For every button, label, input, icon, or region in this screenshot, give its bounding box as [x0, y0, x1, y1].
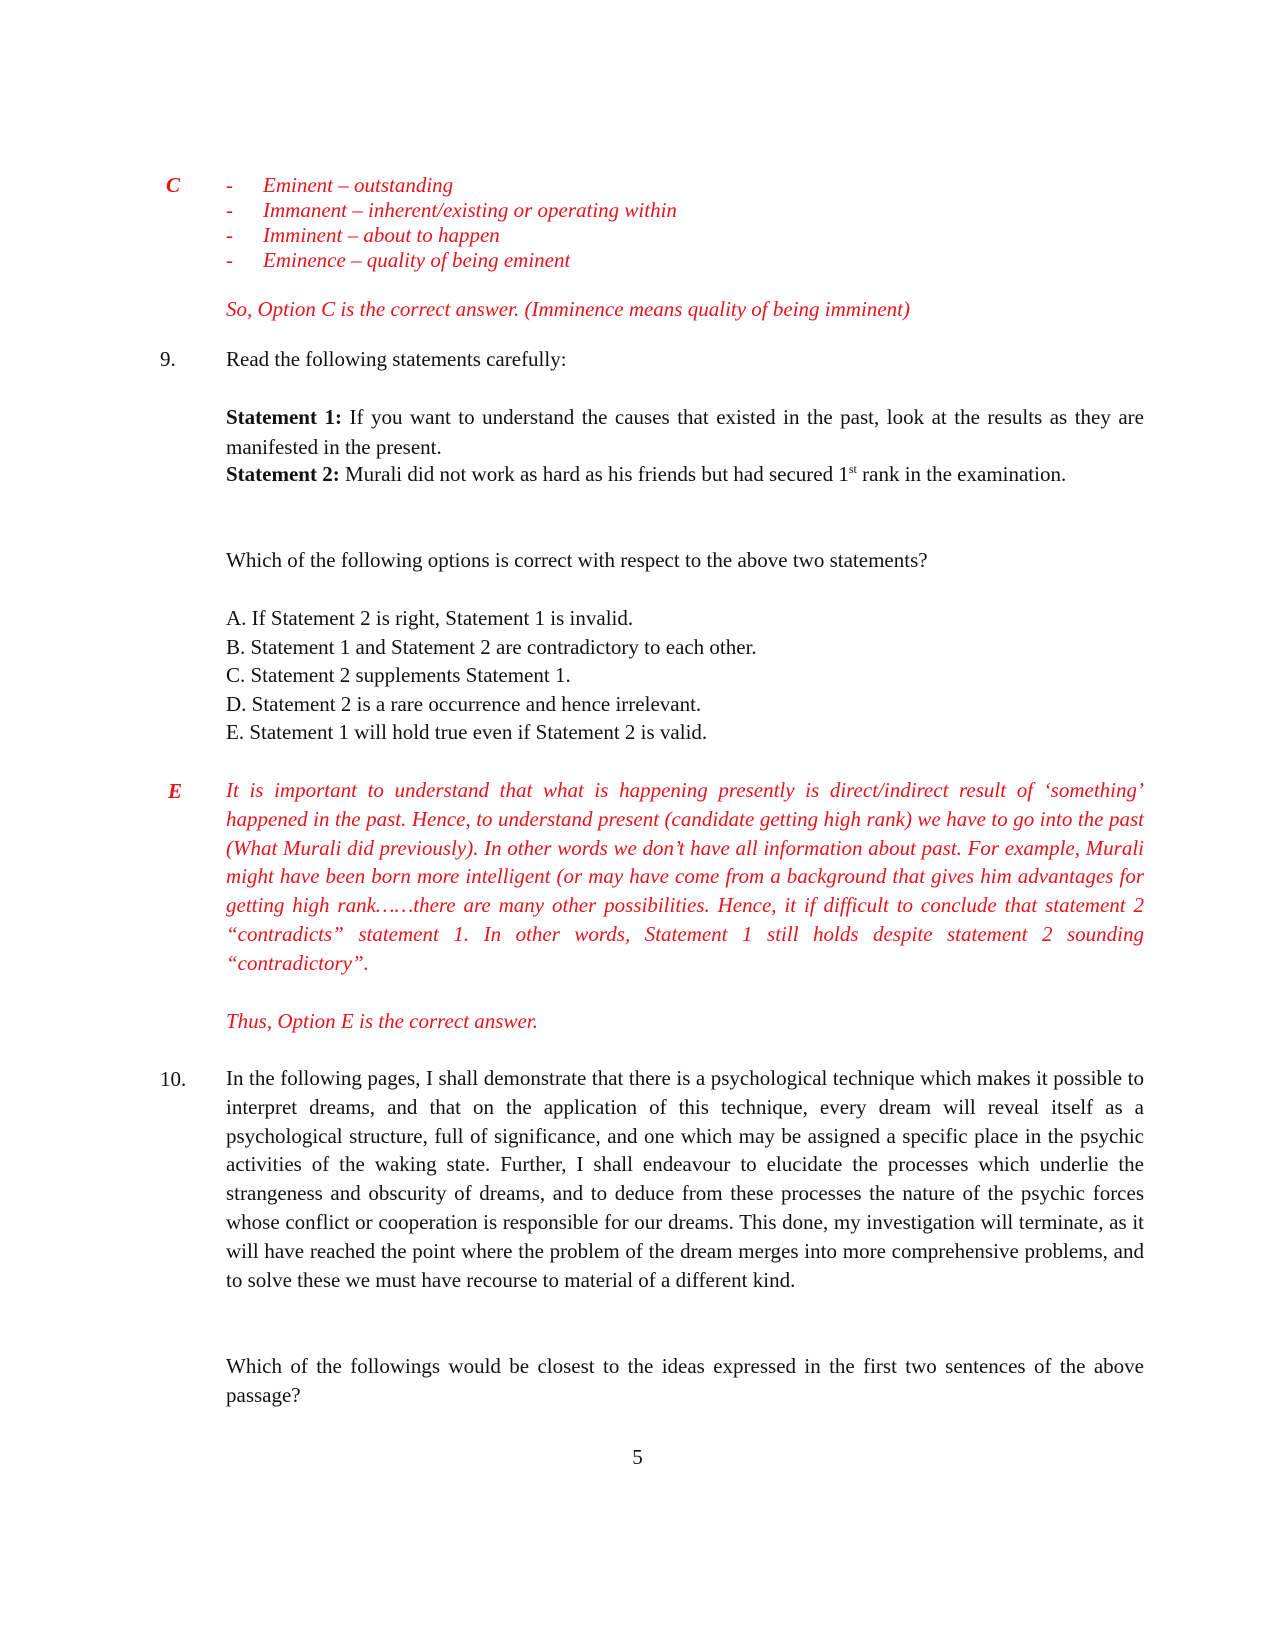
q9-option-b: B. Statement 1 and Statement 2 are contradictory to each other. [226, 635, 757, 659]
definition-dash: - [226, 223, 233, 247]
q9-option-d: D. Statement 2 is a rare occurrence and hence irrelevant. [226, 692, 702, 716]
page-number: 5 [632, 1445, 643, 1469]
q9-option-a: A. If Statement 2 is right, Statement 1 is invalid. [226, 606, 634, 630]
q10-passage: In the following pages, I shall demonstrate that there is a psychological technique which makes it possible to interpret dreams, and that on the application of this technique, every dream will reveal itself as a psychological structure, full of significance, and one which may be assigned a specific place in the psychic activities of the waking state. Further, I shall endeavour to elucidate the processes which underlie the strangeness and obscurity of dreams, and to deduce from these processes the nature of the psychic forces whose conflict or cooperation is responsible for our dreams. This done, my investigation will terminate, as it will have reached the point where the problem of the dream merges into more comprehensive problems, and to solve these we must have recourse to material of a different kind. [226, 1066, 1144, 1292]
statement-2-label: Statement 2: [226, 462, 340, 486]
definition-line: Eminence – quality of being eminent [263, 248, 571, 272]
answer-letter-q9: E [168, 779, 183, 803]
q9-prompt: Read the following statements carefully: [226, 347, 567, 371]
question-number-10: 10. [160, 1067, 187, 1091]
q9-statement-1 [226, 402, 1144, 462]
q9-question: Which of the following options is correct with respect to the above two statements? [226, 548, 928, 572]
answer-letter-q8: C [166, 173, 181, 197]
statement-1-text: If you want to understand the causes that existed in the past, look at the results as they are manifested in the present. [226, 405, 1144, 459]
ordinal-suffix: st [848, 462, 857, 476]
q10-question: Which of the followings would be closest to the ideas expressed in the first two sentences of the above passage? [226, 1354, 1144, 1407]
definition-dash: - [226, 173, 233, 197]
q9-option-c: C. Statement 2 supplements Statement 1. [226, 663, 571, 687]
question-number-9: 9. [160, 347, 176, 371]
definition-line: Imminent – about to happen [263, 223, 500, 247]
statement-2-text-end: rank in the examination. [856, 462, 1067, 486]
q9-option-e: E. Statement 1 will hold true even if Statement 2 is valid. [226, 720, 708, 744]
q9-answer-explanation: It is important to understand that what is happening presently is direct/indirect result of ‘something’ happened in the past. Hence, to understand present (candidate getting high rank) we have to go into the past (What Murali did previously). In other words we don’t have all information about past. For example, Murali might have been born more intelligent (or may have come from a background that gives him advantages for getting high rank……there are many other possibilities. Hence, it if difficult to conclude that statement 2 “contradicts” statement 1. In other words, Statement 1 still holds despite statement 2 sounding “contradictory”. [226, 778, 1144, 975]
statement-2-text: Murali did not work as hard as his friends but had secured 1 [339, 462, 849, 486]
definition-line: Eminent – outstanding [263, 173, 454, 197]
q8-answer-conclusion: So, Option C is the correct answer. (Imminence means quality of being imminent) [226, 297, 910, 321]
definition-line: Immanent – inherent/existing or operating within [263, 198, 677, 222]
definition-dash: - [226, 248, 233, 272]
q9-answer-conclusion: Thus, Option E is the correct answer. [226, 1009, 538, 1033]
q9-statement-2 [226, 459, 1144, 489]
statement-1-label: Statement 1: [226, 405, 342, 429]
definition-dash: - [226, 198, 233, 222]
